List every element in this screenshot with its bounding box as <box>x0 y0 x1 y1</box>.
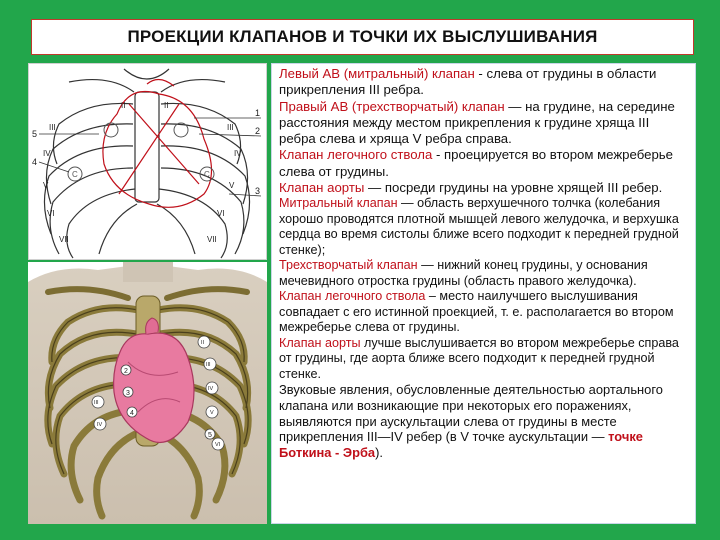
valve-projection-diagram <box>28 63 267 260</box>
term-mitral-valve-2: Митральный клапан <box>279 196 398 211</box>
term-pulmonary-valve-2: Клапан легочного ствола <box>279 289 426 304</box>
text-segment: — нижний конец грудины, у основания мечевидного отростка грудины (область правого желудочка). <box>279 258 648 288</box>
title-box <box>31 19 694 55</box>
text-segment: - слева от грудины в области прикрепления III ребра. <box>279 66 657 98</box>
paragraph-tricuspid-auscultation <box>279 258 687 289</box>
term-aortic-valve: Клапан аорты <box>279 180 365 196</box>
paragraph-mitral-auscultation <box>279 196 687 258</box>
term-tricuspid-valve: Правый АВ (трехстворчатый) клапан <box>279 98 505 114</box>
photo-rib-label-right: III <box>206 362 211 368</box>
paragraph-tricuspid-projection <box>279 99 687 148</box>
photo-point-label: 3 <box>126 390 130 397</box>
paragraph-aortic-projection <box>279 180 687 196</box>
text-segment: - проецируется во втором межреберье слева от грудины. <box>279 147 673 179</box>
term-tricuspid-valve-2: Трехстворчатый клапан <box>279 258 418 273</box>
valve-description-text <box>271 63 696 524</box>
paragraph-aortic-auscultation <box>279 336 687 383</box>
heart-rib-cage-illustration <box>28 262 267 524</box>
paragraph-pulmonary-auscultation <box>279 289 687 336</box>
rib-label-left: IV <box>43 149 51 158</box>
rib-label-left: VII <box>59 235 69 244</box>
right-number-3: 3 <box>255 186 261 196</box>
term-mitral-valve: Левый АВ (митральный) клапан <box>279 66 475 81</box>
rib-label-right: III <box>227 123 234 132</box>
text-segment: лучше выслушивается во втором межреберье справа от грудины, где аорта ближе всего подходит к передней грудной стенке. <box>279 335 679 381</box>
photo-rib-label-left: IV <box>97 422 103 428</box>
rib-cage-illustration <box>28 262 267 524</box>
text-segment: Звуковые явления, обусловленные деятельностью аортального клапана или возникающие при некоторых его поражениях, выявляются при аускультации слева от грудины в месте прикрепления III—IV ребер (в V точке аускультации — <box>279 382 663 445</box>
text-segment: ). <box>375 444 383 460</box>
paragraph-mitral-projection <box>279 66 687 99</box>
rib-label-right: VI <box>217 209 225 218</box>
rib-label-right: IV <box>234 149 242 158</box>
text-segment: — на грудине, на середине расстояния между местом прикрепления к грудине хряща III ребра слева и хряща V ребра справа. <box>279 98 675 147</box>
point-label: C <box>204 170 210 179</box>
photo-rib-label-right: V <box>210 410 214 416</box>
point-label: C <box>72 170 78 179</box>
rib-label-left: III <box>49 123 56 132</box>
text-segment: — посреди грудины на уровне хрящей III ребер. <box>364 180 663 196</box>
rib-label-right: V <box>229 181 235 190</box>
photo-rib-label-right: II <box>201 340 205 346</box>
text-segment: — область верхушечного толчка (колебания хорошо проводятся плотной мышцей левого желудочка, и верхушка сердца во время систолы ближе всего подходит к передней грудной стенке); <box>279 196 679 257</box>
page-title: ПРОЕКЦИИ КЛАПАНОВ И ТОЧКИ ИХ ВЫСЛУШИВАНИЯ <box>127 27 598 46</box>
term-botkin-erb-point: точке Боткина - Эрба <box>279 429 643 460</box>
text-segment: – место наилучшего выслушивания совпадает с его истинной проекцией, т. е. располагается во втором межреберье слева от грудины. <box>279 289 674 335</box>
right-number-1: 1 <box>255 108 261 118</box>
rib-label-left: V <box>43 181 49 190</box>
photo-rib-label-right: VI <box>215 442 221 448</box>
photo-point-label: 4 <box>130 410 134 417</box>
rib-label-right: II <box>164 101 169 110</box>
photo-rib-label-left: III <box>94 400 99 406</box>
rib-label-left: VI <box>47 209 55 218</box>
paragraph-botkin-erb <box>279 382 687 460</box>
left-number-4: 4 <box>32 157 38 167</box>
term-aortic-valve-2: Клапан аорты <box>279 335 361 350</box>
rib-label-right: VII <box>207 235 217 244</box>
left-number-5: 5 <box>32 129 38 139</box>
right-number-2: 2 <box>255 126 261 136</box>
paragraph-pulmonary-projection <box>279 147 687 180</box>
rib-cage-line-drawing <box>29 64 266 259</box>
photo-point-label: 2 <box>124 368 128 375</box>
term-pulmonary-valve: Клапан легочного ствола <box>279 147 433 163</box>
photo-point-label: 5 <box>208 432 212 439</box>
photo-rib-label-right: IV <box>208 386 214 392</box>
rib-label-left: II <box>121 101 126 110</box>
